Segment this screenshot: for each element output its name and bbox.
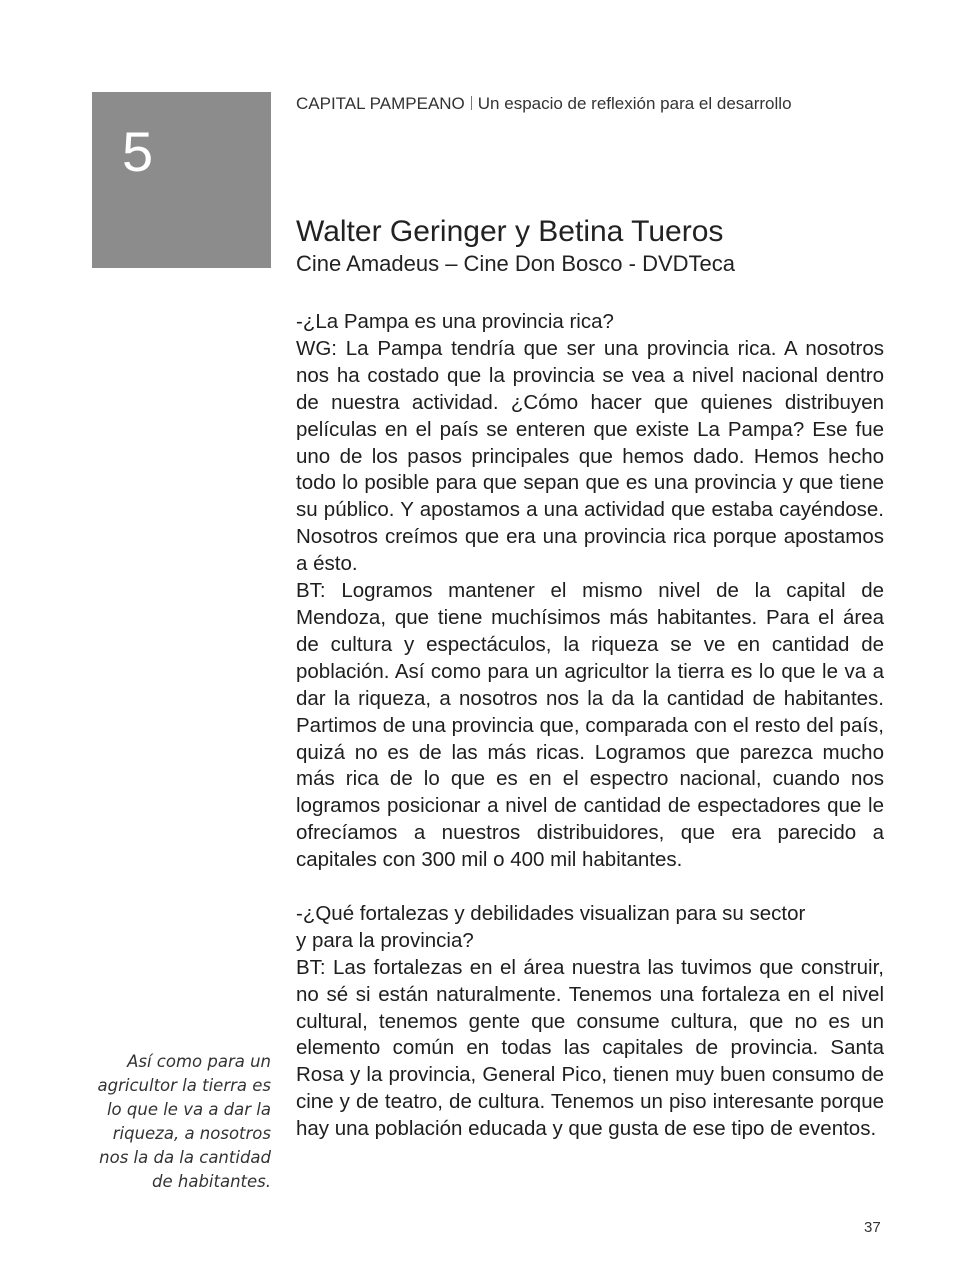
pull-quote [80, 1050, 271, 1194]
question-2-line-2: y para la provincia? [296, 928, 474, 952]
article-title: Walter Geringer y Betina Tueros [296, 215, 724, 248]
answer-1-bt: BT: Logramos mantener el mismo nivel de la capital de Mendoza, que tiene muchísimos más habitantes. Para el área de cultura y espectáculos, la riqueza se ve en cantidad de población. Así como para un agricultor la tierra es lo que le va a dar la riqueza, a nosotros nos la da la cantidad de habitantes. Partimos de una provincia que, comparada con el resto del país, quizá no es de las más ricas. Logramos que parezca mucho más rica de lo que es en el espectro nacional, cuando nos logramos posicionar a nivel de cantidad de espectadores que le ofrecíamos a nuestros distribuidores, que era parecido a capitales con 300 mil o 400 mil habitantes. [296, 579, 884, 872]
publication-name: CAPITAL PAMPEANO [296, 94, 465, 113]
pull-quote-line: lo que le va a dar la [106, 1100, 271, 1119]
pull-quote-line: nos la da la cantidad [99, 1148, 271, 1167]
answer-2-bt: BT: Las fortalezas en el área nuestra las tuvimos que construir, no sé si están naturalmente. Tenemos una fortaleza en el nivel cultural, tenemos gente que consume cultura, que no es un elemento común en todas las capitales de provincia. Santa Rosa y la provincia, General Pico, tienen muy buen consumo de cine y de teatro, de cultura. Tenemos un piso interesante porque hay una población educada y que gusta de ese tipo de eventos. [296, 955, 884, 1141]
pull-quote-line: riqueza, a nosotros [112, 1124, 271, 1143]
interview-body [296, 309, 884, 1143]
pull-quote-line: de habitantes. [152, 1172, 271, 1191]
running-header [296, 93, 792, 115]
pull-quote-line: agricultor la tierra es [97, 1076, 271, 1095]
chapter-number-box [92, 92, 271, 268]
question-1: -¿La Pampa es una provincia rica? [296, 310, 614, 333]
publication-tagline: Un espacio de reflexión para el desarrollo [477, 94, 792, 113]
article-subtitle: Cine Amadeus – Cine Don Bosco - DVDTeca [296, 251, 735, 276]
question-2-line-1: -¿Qué fortalezas y debilidades visualizan para su sector [296, 901, 806, 925]
page-number: 37 [864, 1219, 881, 1236]
paragraph-gap [296, 874, 884, 901]
answer-1-wg: WG: La Pampa tendría que ser una provincia rica. A nosotros nos ha costado que la provincia se vea a nivel nacional dentro de nuestra actividad. ¿Cómo hacer que quienes distribuyen películas en el país se enteren que existe La Pampa? Ese fue uno de los pasos principales que hemos dado. Hemos hecho todo lo posible para que sepan que es una provincia y que tiene su público. Y apostamos a una actividad que estaba cayéndose. Nosotros creímos que era una provincia rica porque apostamos a ésto. [296, 336, 884, 576]
chapter-number: 5 [122, 120, 154, 183]
pull-quote-line: Así como para un [127, 1052, 271, 1071]
header-separator [471, 96, 472, 110]
